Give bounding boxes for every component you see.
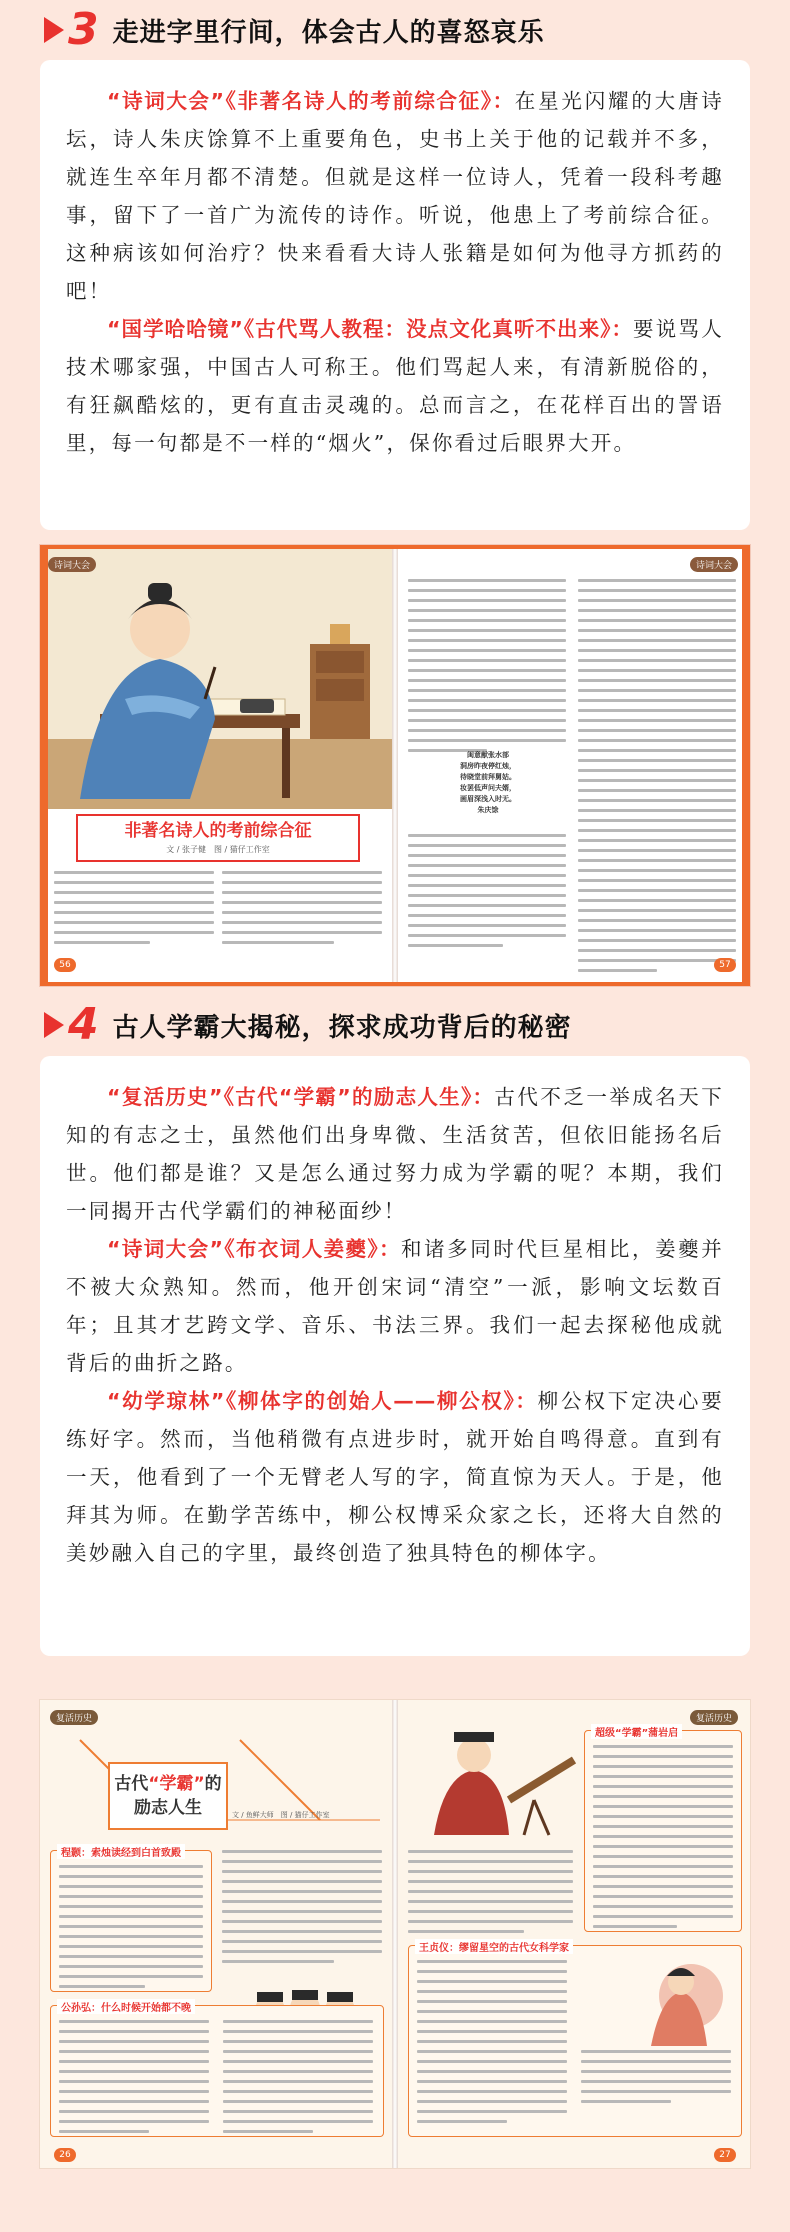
- magazine-spread-2: [40, 1700, 750, 2168]
- body-text-column: [578, 579, 736, 979]
- body-text-column: [408, 834, 566, 954]
- section-4-header: [44, 995, 572, 1055]
- body-text-column: [222, 1850, 382, 1970]
- page-edge-strip: [40, 549, 48, 982]
- poem-line: 待晓堂前拜舅姑。: [460, 772, 516, 781]
- article-byline: 文 / 鱼鲜大师 图 / 猫仔工作室: [232, 1811, 330, 1819]
- page-number: 26: [54, 2148, 76, 2162]
- poem-block: [428, 749, 548, 815]
- page-number: 56: [54, 958, 76, 972]
- left-page: [40, 1700, 392, 2168]
- column-title: “国学哈哈镜”《古代骂人教程：没点文化真听不出来》：: [107, 317, 633, 341]
- story-box: [408, 1945, 742, 2137]
- section-title: 走进字里行间，体会古人的喜怒哀乐: [112, 17, 545, 48]
- paragraph: [66, 310, 724, 462]
- body-text-column: [54, 871, 214, 951]
- story-box: [50, 2005, 384, 2137]
- column-title: “诗词大会”《非著名诗人的考前综合征》：: [107, 89, 515, 113]
- page-edge-strip: [742, 549, 750, 982]
- article-title-line2: 励志人生: [134, 1798, 202, 1818]
- column-title: “幼学琼林”《柳体字的创始人——柳公权》：: [107, 1389, 538, 1413]
- paragraph: [66, 82, 724, 310]
- body-text-column: [222, 871, 382, 951]
- story-heading: 超级“学霸”蒲岩启: [591, 1724, 682, 1739]
- section-title: 古人学霸大揭秘，探求成功背后的秘密: [112, 1012, 572, 1043]
- paragraph: [66, 1078, 724, 1230]
- left-page: [40, 549, 392, 982]
- right-page: [398, 1700, 750, 2168]
- page-number: 27: [714, 2148, 736, 2162]
- story-box: [584, 1730, 742, 1932]
- scholar-telescope-illustration: [404, 1720, 584, 1840]
- article-byline: 文 / 张子健 图 / 猫仔工作室: [166, 845, 270, 854]
- section-3-header: [44, 0, 545, 60]
- paragraph-text: 古代不乏一举成名天下知的有志之士，虽然他们出身卑微、生活贫苦，但依旧能扬名后世。他们都是谁？又是怎么通过努力成为学霸的呢？本期，我们一同揭开古代学霸们的神秘面纱！: [66, 1085, 724, 1223]
- scholar-writing-image: [40, 549, 392, 809]
- column-title: “复活历史”《古代“学霸”的励志人生》：: [107, 1085, 495, 1109]
- section-number: 4: [68, 999, 99, 1050]
- story-heading: 公孙弘：什么时候开始都不晚: [57, 1999, 195, 2014]
- poem-author: 朱庆馀: [477, 805, 499, 814]
- section-number: 3: [68, 4, 99, 55]
- section-4-card: [40, 1056, 750, 1656]
- column-tag: 诗词大会: [690, 557, 738, 572]
- paragraph-text: 和诸多同时代巨星相比，姜夔并不被大众熟知。然而，他开创宋词“清空”一派，影响文坛数百年；且其才艺跨文学、音乐、书法三界。我们一起去探秘他成就背后的曲折之路。: [66, 1237, 724, 1375]
- paragraph: [66, 1230, 724, 1382]
- column-title: “诗词大会”《布衣词人姜夔》：: [107, 1237, 401, 1261]
- section-3-card: [40, 60, 750, 530]
- arrow-icon: [44, 1012, 64, 1038]
- paragraph-text: 要说骂人技术哪家强，中国古人可称王。他们骂起人来，有清新脱俗的，有狂飙酷炫的，更有直击灵魂的。总而言之，在花样百出的詈语里，每一句都是不一样的“烟火”，保你看过后眼界大开。: [66, 317, 724, 455]
- right-page: [398, 549, 750, 982]
- page-number: 57: [714, 958, 736, 972]
- story-heading: 程颢：索烛读经到白首致殿: [57, 1844, 185, 1859]
- woman-astronomer-illustration: [581, 1956, 731, 2046]
- column-tag: 复活历史: [690, 1710, 738, 1725]
- magazine-spread-1: [40, 545, 750, 986]
- poem-line: 洞房昨夜停红烛，: [460, 761, 516, 770]
- story-heading: 王贞仪：缪留星空的古代女科学家: [415, 1939, 573, 1954]
- paragraph-text: 在星光闪耀的大唐诗坛，诗人朱庆馀算不上重要角色，史书上关于他的记载并不多，就连生卒年月都不清楚。但就是这样一位诗人，凭着一段科考趣事，留下了一首广为流传的诗作。听说，他患上了考前综合征。这种病该如何治疗？快来看看大诗人张籍是如何为他寻方抓药的吧！: [66, 89, 724, 303]
- paragraph: [66, 1382, 724, 1572]
- column-tag: 复活历史: [50, 1710, 98, 1725]
- poem-title: 闺意献张水部: [467, 750, 509, 759]
- arrow-icon: [44, 17, 64, 43]
- article-title-box: [108, 1762, 228, 1830]
- body-text-column: [408, 579, 566, 759]
- story-box: [50, 1850, 212, 1992]
- article-title-line1: 古代“学霸”的: [114, 1774, 222, 1794]
- scholar-illustration: [40, 549, 392, 809]
- poem-line: 画眉深浅入时无。: [460, 794, 516, 803]
- body-text-column: [408, 1850, 573, 1940]
- poem-line: 妆罢低声问夫婿，: [460, 783, 516, 792]
- paragraph-text: 柳公权下定决心要练好字。然而，当他稍微有点进步时，就开始自鸣得意。直到有一天，他看到了一个无臂老人写的字，简直惊为天人。于是，他拜其为师。在勤学苦练中，柳公权博采众家之长，还将大自然的美妙融入自己的字里，最终创造了独具特色的柳体字。: [66, 1389, 724, 1565]
- article-title: 非著名诗人的考前综合征: [124, 821, 312, 841]
- column-tag: 诗词大会: [48, 557, 96, 572]
- article-title-box: [76, 814, 360, 862]
